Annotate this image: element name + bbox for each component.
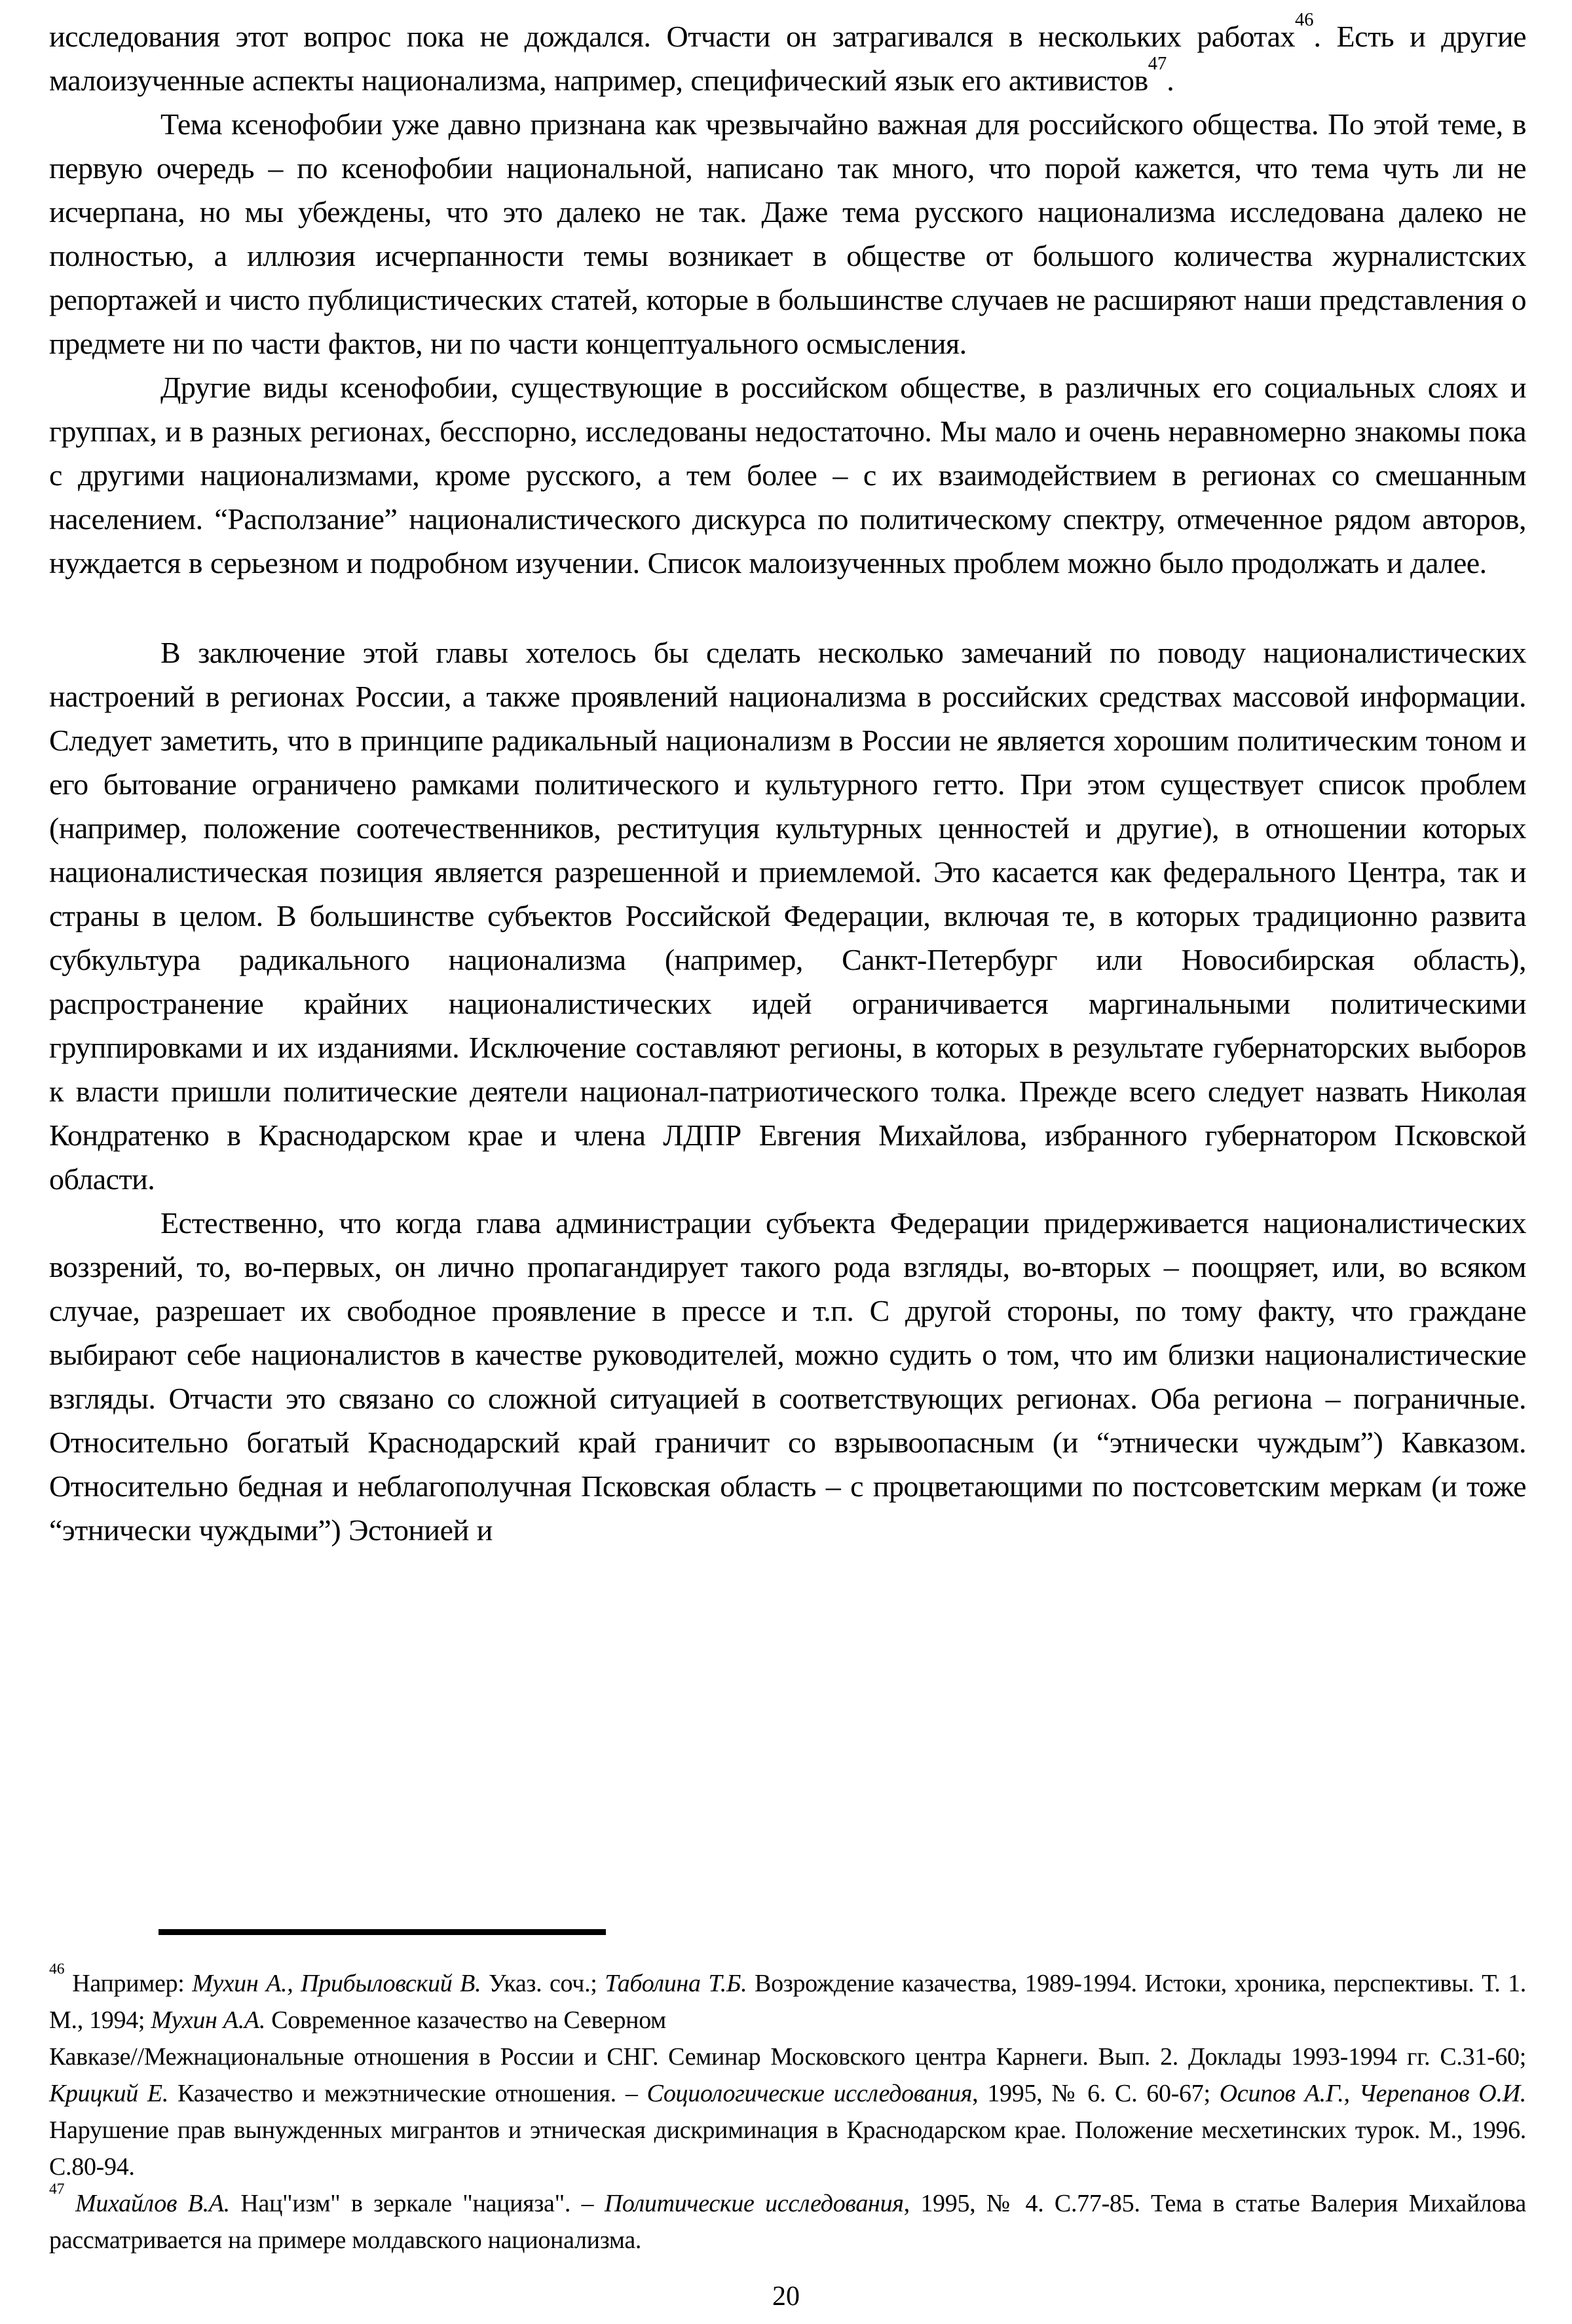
footnote-separator <box>159 1929 606 1935</box>
paragraph: Естественно, что когда глава администрации субъекта Федерации придерживается националистических воззрений, то, во-первых, он лично пропагандирует такого рода взгляды, во-вторых – поощряет, или, во всяком случае, разрешает их свободное проявление в прессе и т.п. С другой стороны, по тому факту, что граждане выбирают себе националистов в качестве руководителей, можно судить о том, что им близки националистические взгляды. Отчасти это связано со сложной ситуацией в соответствующих регионах. Оба региона – пограничные. Относительно богатый Краснодарский край граничит со взрывоопасным (и “этнически чуждым”) Кавказом. Относительно бедная и неблагополучная Псковская область – с процветающими по постсоветским меркам (и тоже “этнически чуждыми”) Эстонией и <box>49 1206 1526 1547</box>
footnote-reference: 46 <box>1295 10 1314 30</box>
paragraph: Другие виды ксенофобии, существующие в российском обществе, в различных его социальных слоях и группах, и в разных регионах, бесспорно, исследованы недостаточно. Мы мало и очень неравномерно знакомы пока с другими национализмами, кроме русского, а тем более – с их взаимодействием в регионах со смешанным населением. “Расползание” националистического дискурса по политическому спектру, отмеченное рядом авторов, нуждается в серьезном и подробном изучении. Список малоизученных проблем можно было продолжать и далее. <box>49 371 1526 580</box>
paragraph: В заключение этой главы хотелось бы сделать несколько замечаний по поводу националистических настроений в регионах России, а также проявлений национализма в российских средствах массовой информации. Следует заметить, что в принципе радикальный национализм в России не является хорошим политическим тоном и его бытование ограничено рамками политического и культурного гетто. При этом существует список проблем (например, положение соотечественников, реституция культурных ценностей и другие), в отношении которых националистическая позиция является разрешенной и приемлемой. Это касается как федерального Центра, так и страны в целом. В большинстве субъектов Российской Федерации, включая те, в которых традиционно развита субкультура радикального национализма (например, Санкт-Петербург или Новосибирская область), распространение крайних националистических идей ограничивается маргинальными политическими группировками и их изданиями. Исключение составляют регионы, в которых в результате губернаторских выборов к власти пришли политические деятели национал-патриотического толка. Прежде всего следует назвать Николая Кондратенко в Краснодарском крае и члена ЛДПР Евгения Михайлова, избранного губернатором Псковской области. <box>49 636 1526 1196</box>
main-text <box>49 10 1526 1552</box>
footnote-marker: 47 <box>49 2181 65 2198</box>
footnote-reference: 47 <box>1148 54 1167 74</box>
footnote: $^{46}$ Например: Мухин А., Прибыловский В. Указ. соч.; Таболина Т.Б. Возрождение казачества, 1989-1994. Истоки, хроника, перспективы. Т. 1. М., 1994; Мухин А.А. Современное казачество на Северном Кавказе//Межнациональные отношения в России и СНГ. Семинар Московского центра Карнеги. Вып. 2. Доклады 1993-1994 гг. С.31-60; Крицкий Е. Казачество и межэтнические отношения. – Социологические исследования, 1995, № 6. С. 60-67; Осипов А.Г., Черепанов О.И. Нарушение прав вынужденных мигрантов и этническая дискриминация в Краснодарском крае. Положение месхетинских турок. М., 1996. С.80-94. <box>49 1961 1527 2181</box>
footnote-marker: 46 <box>49 1961 65 1978</box>
paragraph: исследования этот вопрос пока не дождался. Отчасти он затрагивался в нескольких работах$^{46}$. Есть и другие малоизученные аспекты национализма, например, специфический язык его активистов$^{47}$. <box>49 10 1526 97</box>
page-number: 20 <box>772 2281 800 2312</box>
footnotes <box>49 1961 1527 2259</box>
paragraph: Тема ксенофобии уже давно признана как чрезвычайно важная для российского общества. По этой теме, в первую очередь – по ксенофобии национальной, написано так много, что порой кажется, что тема чуть ли не исчерпана, но мы убеждены, что это далеко не так. Даже тема русского национализма исследована далеко не полностью, а иллюзия исчерпанности темы возникает в обществе от большого количества журналистских репортажей и чисто публицистических статей, которые в большинстве случаев не расширяют наши представления о предмете ни по части фактов, ни по части концептуального осмысления. <box>49 107 1526 360</box>
footnote: $^{47}$ Михайлов В.А. Нац"изм" в зеркале "нацияза". – Политические исследования, 1995, № 4. С.77-85. Тема в статье Валерия Михайлова рассматривается на примере молдавского национализма. <box>49 2181 1526 2254</box>
footnote-area <box>49 1929 1526 2259</box>
